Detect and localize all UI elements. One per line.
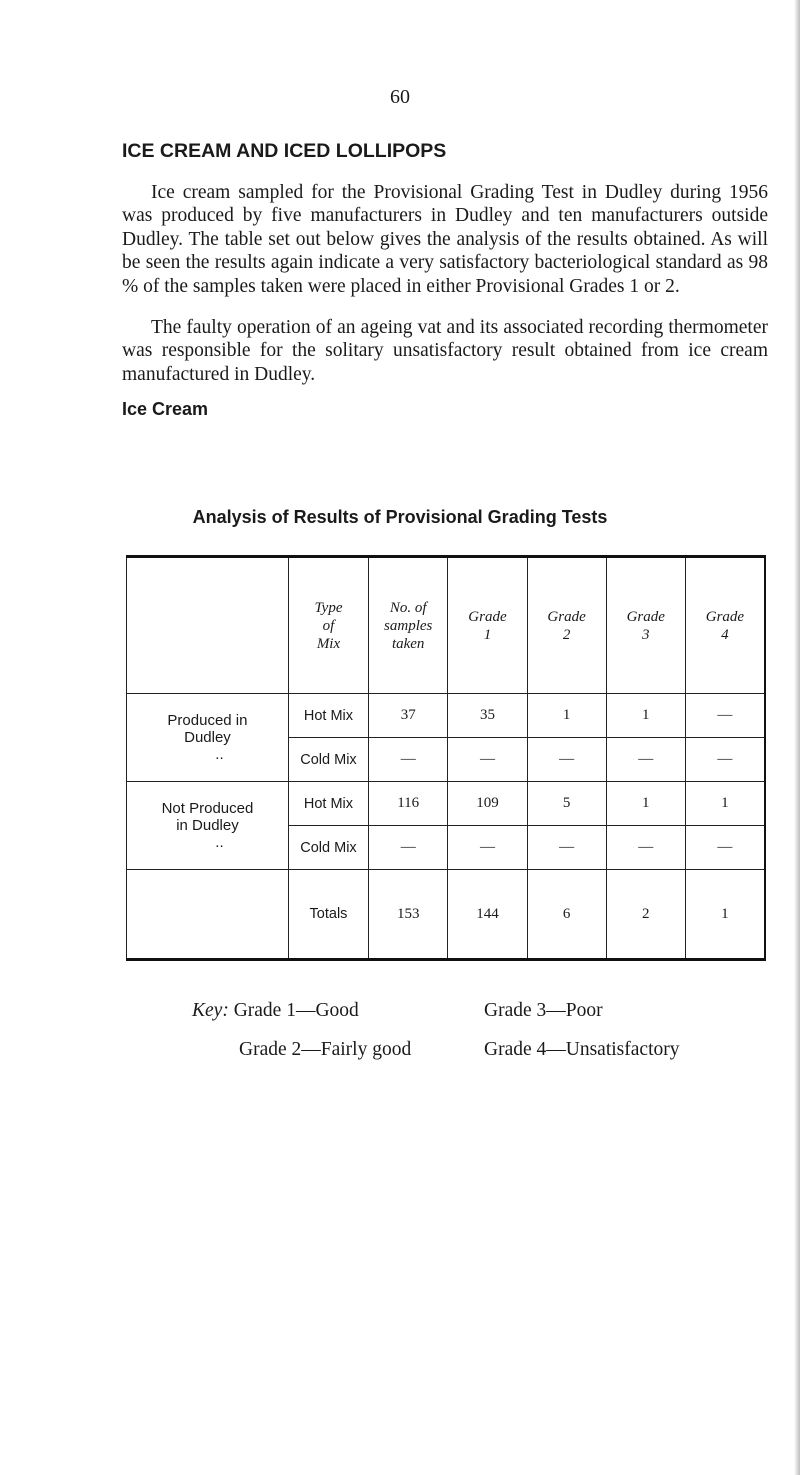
- samples-taken-cell: 153: [369, 870, 448, 960]
- header-line: Grade: [626, 608, 665, 625]
- header-line: Grade: [705, 608, 745, 625]
- grade-4-cell: 1: [685, 870, 765, 960]
- grade-4-cell: —: [685, 738, 765, 782]
- paragraph-2: [122, 316, 768, 386]
- header-grade-2: [527, 557, 606, 694]
- grade-1-cell: 109: [448, 782, 527, 826]
- header-type-of-mix: [288, 557, 368, 694]
- header-line: Grade: [468, 608, 507, 625]
- header-line: 4: [721, 626, 729, 643]
- leader-dots: ..: [215, 834, 224, 851]
- section-heading: ICE CREAM AND ICED LOLLIPOPS: [122, 140, 447, 162]
- grade-3-cell: 1: [606, 782, 685, 826]
- group-label-line: Produced in: [167, 712, 248, 729]
- mix-type-cell: Cold Mix: [288, 826, 368, 870]
- grade-1-cell: —: [448, 826, 527, 870]
- group-label-line: Not Produced: [161, 800, 254, 817]
- table-row: [127, 782, 766, 826]
- grade-2-cell: —: [527, 826, 606, 870]
- grade-2-cell: 1: [527, 694, 606, 738]
- group-label-line: [127, 729, 288, 763]
- header-line: samples: [384, 617, 433, 634]
- header-line: 1: [483, 626, 492, 643]
- group-label-produced-in-dudley: [127, 694, 289, 782]
- paragraph-2-text: The faulty operation of an ageing vat and its associated recording thermometer was responsible for the solitary unsatisfactory result obtained from ice cream manufactured in Dudley.: [122, 317, 768, 385]
- header-line: taken: [391, 635, 425, 652]
- header-line: 2: [562, 626, 571, 643]
- group-label-line: [127, 817, 288, 851]
- key-label: Key:: [192, 1000, 229, 1021]
- mix-type-cell: Cold Mix: [288, 738, 368, 782]
- totals-row: [127, 870, 766, 960]
- samples-taken-cell: —: [369, 738, 448, 782]
- samples-taken-cell: —: [369, 826, 448, 870]
- header-grade-3: [606, 557, 685, 694]
- grade-3-cell: —: [606, 738, 685, 782]
- grading-table: [126, 555, 766, 961]
- header-line: Type: [314, 599, 343, 616]
- header-samples-taken: [369, 557, 448, 694]
- key-grade-4: Grade 4—Unsatisfactory: [484, 1039, 680, 1060]
- samples-taken-cell: 116: [369, 782, 448, 826]
- grade-1-cell: 144: [448, 870, 527, 960]
- grade-3-cell: —: [606, 826, 685, 870]
- stub-header-cell: [127, 557, 289, 694]
- mix-type-cell: Hot Mix: [288, 694, 368, 738]
- table-row: [127, 694, 766, 738]
- paragraph-1: [122, 181, 768, 298]
- page-edge-shadow: [794, 0, 800, 1475]
- mix-type-cell: Hot Mix: [288, 782, 368, 826]
- grade-2-cell: 6: [527, 870, 606, 960]
- grade-3-cell: 1: [606, 694, 685, 738]
- header-line: Grade: [547, 608, 586, 625]
- header-grade-4: [685, 557, 765, 694]
- page-number: 60: [390, 86, 410, 108]
- grade-3-cell: 2: [606, 870, 685, 960]
- totals-label: Totals: [288, 870, 368, 960]
- header-line: 3: [641, 626, 650, 643]
- header-line: No. of: [389, 599, 427, 616]
- key-grade-2: Grade 2—Fairly good: [239, 1039, 412, 1060]
- paragraph-1-text: Ice cream sampled for the Provisional Grading Test in Dudley during 1956 was produced by five manufacturers in Dudley and ten manufacturers outside Dudley. The table set out below gives the analysis of the results obtained. As will be seen the results again indicate a very satisfactory bacteriological standard as 98 % of the samples taken were placed in either Provisional Grades 1 or 2.: [122, 182, 768, 297]
- totals-stub-cell: [127, 870, 289, 960]
- grade-2-cell: —: [527, 738, 606, 782]
- table-header-row: [127, 557, 766, 694]
- grade-4-cell: —: [685, 694, 765, 738]
- grade-4-cell: 1: [685, 782, 765, 826]
- grade-4-cell: —: [685, 826, 765, 870]
- group-label-text: in Dudley: [176, 817, 239, 834]
- table-title: Analysis of Results of Provisional Grading Tests: [192, 507, 608, 527]
- key-grade-1: [192, 1000, 359, 1022]
- subheading: Ice Cream: [122, 399, 209, 419]
- grade-2-cell: 5: [527, 782, 606, 826]
- header-line: of: [322, 617, 335, 634]
- key-grade-3: Grade 3—Poor: [484, 1000, 603, 1021]
- header-grade-1: [448, 557, 527, 694]
- group-label-not-produced-in-dudley: [127, 782, 289, 870]
- grade-1-cell: —: [448, 738, 527, 782]
- group-label-text: Dudley: [184, 729, 231, 746]
- leader-dots: ..: [215, 746, 224, 763]
- header-line: Mix: [316, 635, 341, 652]
- key-grade-1-text: Grade 1—Good: [233, 1000, 359, 1021]
- grade-1-cell: 35: [448, 694, 527, 738]
- samples-taken-cell: 37: [369, 694, 448, 738]
